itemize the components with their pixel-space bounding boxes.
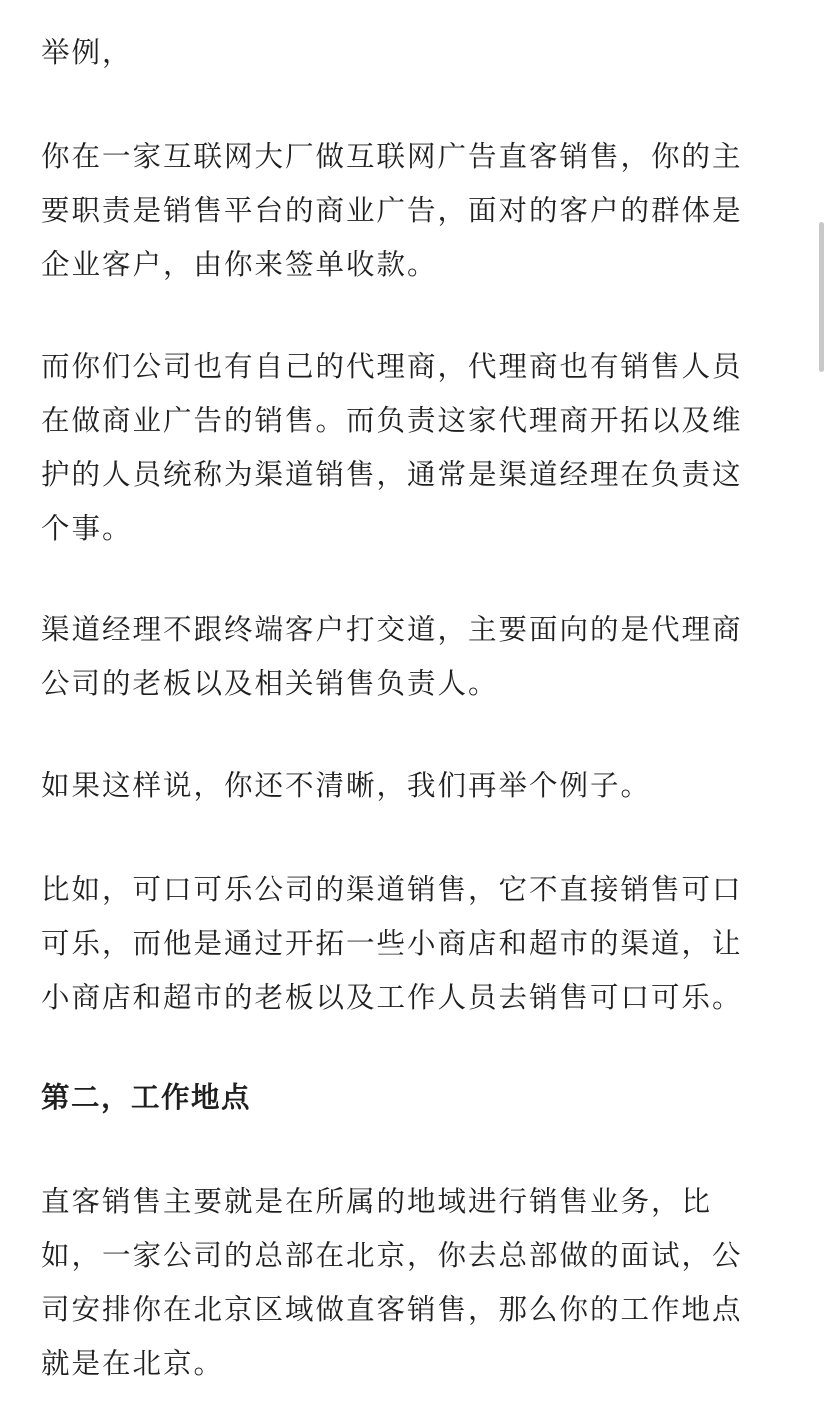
text-line: 第二，工作地点 xyxy=(41,1081,252,1114)
text-line: 护的人员统称为渠道销售，通常是渠道经理在负责这 xyxy=(41,458,743,491)
paragraph-another-example xyxy=(41,759,651,813)
paragraph-channel-manager xyxy=(41,603,743,711)
text-line: 如，一家公司的总部在北京，你去总部做的面试，公 xyxy=(41,1239,743,1272)
text-line: 直客销售主要就是在所属的地域进行销售业务，比 xyxy=(41,1185,713,1218)
vertical-scrollbar[interactable] xyxy=(819,222,824,372)
text-line: 公司的老板以及相关销售负责人。 xyxy=(41,667,499,700)
text-line: 渠道经理不跟终端客户打交道，主要面向的是代理商 xyxy=(41,613,743,646)
paragraph-coca-cola xyxy=(41,863,743,1025)
text-line: 比如，可口可乐公司的渠道销售，它不直接销售可口 xyxy=(41,873,743,906)
text-line: 小商店和超市的老板以及工作人员去销售可口可乐。 xyxy=(41,981,743,1014)
text-line: 个事。 xyxy=(41,512,133,545)
paragraph-work-location xyxy=(41,1175,743,1391)
text-line: 要职责是销售平台的商业广告，面对的客户的群体是 xyxy=(41,194,743,227)
section-heading-work-location xyxy=(41,1071,251,1125)
paragraph-direct-sales xyxy=(41,130,743,292)
text-line: 司安排你在北京区域做直客销售，那么你的工作地点 xyxy=(41,1293,743,1326)
text-line: 就是在北京。 xyxy=(41,1347,225,1380)
text-line: 你在一家互联网大厂做互联网广告直客销售，你的主 xyxy=(41,140,743,173)
paragraph-example-intro xyxy=(41,26,133,80)
text-line: 企业客户，由你来签单收款。 xyxy=(41,248,438,281)
text-line: 在做商业广告的销售。而负责这家代理商开拓以及维 xyxy=(41,404,743,437)
text-line: 举例， xyxy=(41,36,133,69)
text-line: 如果这样说，你还不清晰，我们再举个例子。 xyxy=(41,769,652,802)
text-line: 可乐，而他是通过开拓一些小商店和超市的渠道，让 xyxy=(41,927,743,960)
text-line: 而你们公司也有自己的代理商，代理商也有销售人员 xyxy=(41,350,743,383)
paragraph-agents xyxy=(41,340,743,556)
